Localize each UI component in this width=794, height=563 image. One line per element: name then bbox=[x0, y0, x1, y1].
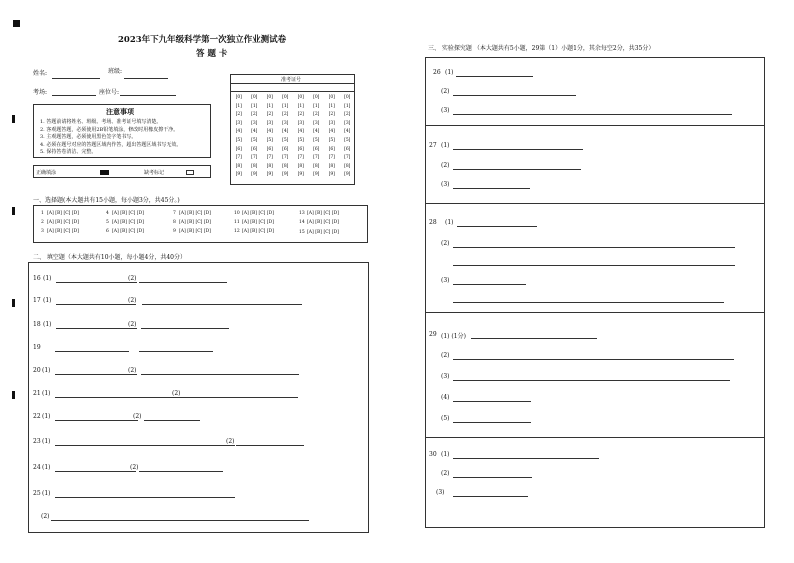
q21-part1-blank[interactable] bbox=[55, 397, 182, 398]
choice-number: 10 bbox=[234, 211, 240, 216]
exam-id-bubble[interactable]: [1] bbox=[297, 103, 304, 109]
q22-part1-blank[interactable] bbox=[55, 420, 138, 421]
exam-id-bubble[interactable]: [2] bbox=[235, 112, 242, 118]
choice-bubbles[interactable]: [A] [B] [C] [D] bbox=[47, 229, 79, 234]
exam-id-bubble[interactable]: [6] bbox=[328, 146, 335, 152]
timing-mark bbox=[12, 207, 15, 215]
exam-id-bubble[interactable]: [9] bbox=[235, 172, 242, 178]
exam-room-label: 考场: bbox=[33, 89, 48, 96]
exam-id-bubble[interactable]: [2] bbox=[251, 112, 258, 118]
q27-part3-label: (3) bbox=[441, 181, 450, 188]
q18-part2-blank[interactable] bbox=[141, 328, 229, 329]
exam-id-bubble[interactable]: [3] bbox=[282, 120, 289, 126]
exam-id-bubble[interactable]: [7] bbox=[313, 155, 320, 161]
q28-part2-blank[interactable] bbox=[453, 247, 735, 248]
choice-bubbles[interactable]: [A] [B] [C] [D] bbox=[179, 211, 211, 216]
q21-number: 21 bbox=[33, 390, 41, 397]
correct-fill-sample bbox=[100, 170, 109, 175]
exam-id-bubble[interactable]: [2] bbox=[344, 112, 351, 118]
q30-part3-label: (3) bbox=[436, 489, 445, 496]
exam-id-bubble[interactable]: [7] bbox=[235, 155, 242, 161]
q28-part2-label: (2) bbox=[441, 240, 450, 247]
q17-part2-label: (2) bbox=[128, 297, 137, 304]
choice-number: 3 bbox=[41, 229, 44, 234]
choice-bubbles[interactable]: [A] [B] [C] [D] bbox=[242, 229, 274, 234]
q17-part1-blank[interactable] bbox=[56, 304, 136, 305]
name-field[interactable] bbox=[52, 78, 100, 79]
q24-part2-label: (2) bbox=[130, 464, 139, 471]
class-field[interactable] bbox=[124, 78, 168, 79]
exam-id-bubble[interactable]: [5] bbox=[328, 137, 335, 143]
exam-id-bubble[interactable]: [5] bbox=[282, 137, 289, 143]
q24-part1-blank[interactable] bbox=[55, 471, 136, 472]
exam-id-bubble[interactable]: [8] bbox=[251, 163, 258, 169]
exam-id-bubble[interactable]: [8] bbox=[344, 163, 351, 169]
exam-id-bubble[interactable]: [3] bbox=[235, 120, 242, 126]
q19-part1-blank[interactable] bbox=[55, 351, 129, 352]
q29-part1-blank[interactable] bbox=[471, 338, 597, 339]
choice-number: 5 bbox=[106, 220, 109, 225]
q16-number: 16 bbox=[33, 275, 41, 282]
exam-id-bubble[interactable]: [4] bbox=[297, 129, 304, 135]
choice-number: 8 bbox=[173, 220, 176, 225]
exam-id-bubble[interactable]: [9] bbox=[297, 172, 304, 178]
q27-part2-blank[interactable] bbox=[453, 169, 581, 170]
q25-part1-label: (1) bbox=[42, 490, 51, 497]
q21-part1-label: (1) bbox=[42, 390, 51, 397]
q27-part3-blank[interactable] bbox=[453, 188, 530, 189]
exam-id-bubble[interactable]: [1] bbox=[251, 103, 258, 109]
q26-part1-blank[interactable] bbox=[456, 76, 533, 77]
q23-number: 23 bbox=[33, 438, 41, 445]
q25-part1-blank[interactable] bbox=[55, 497, 235, 498]
q20-number: 20 bbox=[33, 367, 41, 374]
exam-id-bubble[interactable]: [5] bbox=[266, 137, 273, 143]
q28-part1-blank[interactable] bbox=[457, 226, 537, 227]
exam-id-bubble[interactable]: [4] bbox=[266, 129, 273, 135]
exam-id-bubble[interactable]: [0] bbox=[313, 95, 320, 100]
exam-id-bubble[interactable]: [0] bbox=[344, 95, 351, 100]
exam-id-bubble[interactable]: [1] bbox=[282, 103, 289, 109]
timing-mark bbox=[12, 299, 15, 307]
exam-id-bubble[interactable]: [1] bbox=[344, 103, 351, 109]
exam-id-bubble[interactable]: [3] bbox=[344, 120, 351, 126]
choice-number: 6 bbox=[106, 229, 109, 234]
choice-bubbles[interactable]: [A] [B] [C] [D] bbox=[112, 229, 144, 234]
choice-number: 11 bbox=[234, 220, 240, 225]
q21-part2-label: (2) bbox=[172, 390, 181, 397]
q26-part2-blank[interactable] bbox=[453, 95, 576, 96]
q23-part2-label: (2) bbox=[226, 438, 235, 445]
choice-bubbles[interactable]: [A] [B] [C] [D] bbox=[307, 211, 339, 216]
q25-number: 25 bbox=[33, 490, 41, 497]
exam-id-bubble[interactable]: [6] bbox=[282, 146, 289, 152]
q29-part5-label: (5) bbox=[441, 415, 450, 422]
exam-id-bubble[interactable]: [5] bbox=[344, 137, 351, 143]
choice-bubbles[interactable]: [A] [B] [C] [D] bbox=[242, 211, 274, 216]
q24-part2-blank[interactable] bbox=[139, 471, 223, 472]
q29-part2-blank[interactable] bbox=[453, 359, 734, 360]
notice-item: 1. 答题前请将姓名、班级、考场、准考证号填写清楚。 bbox=[40, 119, 162, 125]
exam-id-bubble[interactable]: [7] bbox=[266, 155, 273, 161]
exam-id-title: 准考证号 bbox=[281, 77, 302, 83]
q29-part4-label: (4) bbox=[441, 394, 450, 401]
exam-id-bubble[interactable]: [0] bbox=[297, 95, 304, 100]
mark-sample-box bbox=[33, 165, 211, 178]
exam-id-bubble[interactable]: [7] bbox=[251, 155, 258, 161]
q29-number: 29 bbox=[429, 331, 437, 338]
exam-id-bubble[interactable]: [5] bbox=[235, 137, 242, 143]
notice-item: 4. 必须在题号对应的答题区域内作答，超出答题区域书写无效。 bbox=[40, 141, 182, 148]
timing-mark-top bbox=[13, 20, 20, 27]
q30-part2-label: (2) bbox=[441, 470, 450, 477]
exam-id-bubble[interactable]: [0] bbox=[235, 95, 242, 100]
q29-part3-blank[interactable] bbox=[453, 380, 730, 381]
exam-id-bubble[interactable]: [4] bbox=[251, 129, 258, 135]
correct-fill-label: 正确填涂 bbox=[36, 170, 57, 176]
exam-id-bubble[interactable]: [7] bbox=[328, 155, 335, 161]
exam-id-bubble[interactable]: [6] bbox=[266, 146, 273, 152]
q29-part3-label: (3) bbox=[441, 373, 450, 380]
exam-id-bubble[interactable]: [9] bbox=[251, 172, 258, 178]
notice-item: 2. 客观题答题，必须使用2B铅笔填涂，修改时用橡皮擦干净。 bbox=[40, 126, 179, 133]
q27-part2-label: (2) bbox=[441, 162, 450, 169]
exam-id-bubble[interactable]: [1] bbox=[313, 103, 320, 109]
timing-mark bbox=[12, 391, 15, 399]
name-label: 姓名: bbox=[33, 70, 48, 77]
section3-title: 三、 实验探究题 （本大题共有5小题，29第（1）小题1分，其余每空2分，共35分） bbox=[428, 45, 655, 52]
exam-id-bubble[interactable]: [6] bbox=[313, 146, 320, 152]
q22-number: 22 bbox=[33, 413, 41, 420]
exam-id-bubbles[interactable] bbox=[231, 94, 355, 180]
q24-number: 24 bbox=[33, 464, 41, 471]
exam-id-bubble[interactable]: [7] bbox=[344, 155, 351, 161]
q18-part2-label: (2) bbox=[128, 321, 137, 328]
exam-id-bubble[interactable]: [0] bbox=[251, 95, 258, 100]
q29-part2-label: (2) bbox=[441, 352, 450, 359]
q27-part1-blank[interactable] bbox=[453, 149, 583, 150]
exam-id-bubble[interactable]: [7] bbox=[282, 155, 289, 161]
exam-id-bubble[interactable]: [3] bbox=[251, 120, 258, 126]
exam-id-bubble[interactable]: [6] bbox=[344, 146, 351, 152]
choice-bubbles[interactable]: [A] [B] [C] [D] bbox=[112, 211, 144, 216]
choice-bubbles[interactable]: [A] [B] [C] [D] bbox=[307, 220, 339, 225]
choice-number: 2 bbox=[41, 220, 44, 225]
section1-title: 一、选择题(本大题共有15小题，每小题3分，共45分。) bbox=[33, 197, 180, 204]
q18-part1-blank[interactable] bbox=[56, 328, 137, 329]
exam-id-bubble[interactable]: [9] bbox=[282, 172, 289, 178]
exam-id-bubble[interactable]: [6] bbox=[297, 146, 304, 152]
q17-number: 17 bbox=[33, 297, 41, 304]
q25-part2-blank[interactable] bbox=[51, 520, 309, 521]
exam-id-bubble[interactable]: [9] bbox=[266, 172, 273, 178]
seat-label: 座位号: bbox=[99, 89, 120, 96]
seat-field[interactable] bbox=[120, 95, 176, 96]
q20-part1-blank[interactable] bbox=[55, 374, 137, 375]
q26-part1-label: (1) bbox=[445, 69, 454, 76]
exam-id-bubble[interactable]: [0] bbox=[266, 95, 273, 100]
exam-id-bubble[interactable]: [4] bbox=[235, 129, 242, 135]
exam-id-bubble[interactable]: [5] bbox=[297, 137, 304, 143]
q17-part2-blank[interactable] bbox=[142, 304, 302, 305]
section2-box bbox=[28, 262, 369, 533]
choice-number: 9 bbox=[173, 229, 176, 234]
q28-part3-blank-line2[interactable] bbox=[453, 302, 724, 303]
exam-id-bubble[interactable]: [3] bbox=[297, 120, 304, 126]
choice-bubbles[interactable]: [A] [B] [C] [D] bbox=[179, 229, 211, 234]
section2-title: 二、 填空题（本大题共有10小题，每小题4分，共40分） bbox=[33, 254, 186, 261]
q26-number: 26 bbox=[433, 69, 441, 76]
q30-number: 30 bbox=[429, 451, 437, 458]
exam-id-bubble[interactable]: [4] bbox=[344, 129, 351, 135]
exam-id-bubble[interactable]: [2] bbox=[282, 112, 289, 118]
q16-part1-label: (1) bbox=[43, 275, 52, 282]
exam-id-bubble[interactable]: [0] bbox=[282, 95, 289, 100]
notice-title: 注意事项 bbox=[106, 107, 134, 116]
notice-box bbox=[33, 104, 211, 158]
q25-part2-label: (2) bbox=[41, 513, 50, 520]
exam-id-box bbox=[230, 74, 355, 185]
q20-part2-label: (2) bbox=[128, 367, 137, 374]
q29-part5-blank[interactable] bbox=[453, 422, 531, 423]
section3-box bbox=[425, 57, 765, 528]
choice-number: 12 bbox=[234, 229, 240, 234]
q28-part1-label: (1) bbox=[445, 219, 454, 226]
q30-part1-blank[interactable] bbox=[453, 458, 599, 459]
missing-mark-box[interactable] bbox=[186, 170, 194, 175]
exam-id-bubble[interactable]: [3] bbox=[328, 120, 335, 126]
q29-part1-label: (1) (1分) bbox=[441, 333, 466, 340]
class-label: 班级: bbox=[108, 68, 123, 75]
choice-number: 4 bbox=[106, 211, 109, 216]
q16-part2-label: (2) bbox=[128, 275, 137, 282]
q24-part1-label: (1) bbox=[42, 464, 51, 471]
q30-part3-blank[interactable] bbox=[453, 496, 528, 497]
exam-id-bubble[interactable]: [4] bbox=[313, 129, 320, 135]
exam-id-bubble[interactable]: [8] bbox=[328, 163, 335, 169]
exam-id-bubble[interactable]: [5] bbox=[251, 137, 258, 143]
exam-id-bubble[interactable]: [4] bbox=[328, 129, 335, 135]
q21-part2-blank[interactable] bbox=[182, 397, 298, 398]
q23-part2-blank[interactable] bbox=[236, 445, 304, 446]
exam-id-bubble[interactable]: [1] bbox=[266, 103, 273, 109]
q22-part1-label: (1) bbox=[42, 413, 51, 420]
q23-part1-label: (1) bbox=[42, 438, 51, 445]
choice-number: 13 bbox=[299, 211, 305, 216]
exam-id-bubble[interactable]: [8] bbox=[282, 163, 289, 169]
q16-part2-blank[interactable] bbox=[139, 282, 227, 283]
exam-id-bubble[interactable]: [9] bbox=[344, 172, 351, 178]
q26-part3-label: (3) bbox=[441, 107, 450, 114]
page-subtitle: 答 题 卡 bbox=[196, 49, 228, 59]
page-title: 2023年下九年级科学第一次独立作业测试卷 bbox=[118, 35, 287, 45]
exam-id-bubble[interactable]: [7] bbox=[297, 155, 304, 161]
choice-number: 1 bbox=[41, 211, 44, 216]
q28-part3-blank[interactable] bbox=[453, 284, 526, 285]
exam-id-bubble[interactable]: [8] bbox=[266, 163, 273, 169]
exam-id-bubble[interactable]: [3] bbox=[266, 120, 273, 126]
q30-part2-blank[interactable] bbox=[453, 477, 532, 478]
notice-item: 5. 保持答卷清洁、完整。 bbox=[40, 149, 97, 156]
q27-part1-label: (1) bbox=[441, 142, 450, 149]
choice-bubbles[interactable]: [A] [B] [C] [D] bbox=[242, 220, 274, 225]
exam-id-bubble[interactable]: [8] bbox=[235, 163, 242, 169]
exam-id-bubble[interactable]: [9] bbox=[313, 172, 320, 178]
q16-part1-blank[interactable] bbox=[56, 282, 137, 283]
exam-id-bubble[interactable]: [2] bbox=[266, 112, 273, 118]
q30-part1-label: (1) bbox=[441, 451, 450, 458]
section1-box bbox=[33, 205, 368, 243]
q20-part2-blank[interactable] bbox=[141, 374, 299, 375]
choice-number: 14 bbox=[299, 220, 305, 225]
exam-id-bubble[interactable]: [9] bbox=[328, 172, 335, 178]
q26-part3-blank[interactable] bbox=[453, 114, 732, 115]
q26-part2-label: (2) bbox=[441, 88, 450, 95]
choice-bubbles[interactable]: [A] [B] [C] [D] bbox=[112, 220, 144, 225]
q20-part1-label: (1) bbox=[42, 367, 51, 374]
exam-id-bubble[interactable]: [0] bbox=[328, 95, 335, 100]
choice-bubbles[interactable]: [A] [B] [C] [D] bbox=[179, 220, 211, 225]
timing-mark bbox=[12, 115, 15, 123]
q19-part2-blank[interactable] bbox=[139, 351, 213, 352]
q22-part2-label: (2) bbox=[133, 413, 142, 420]
q22-part2-blank[interactable] bbox=[144, 420, 200, 421]
exam-id-bubble[interactable]: [3] bbox=[313, 120, 320, 126]
exam-id-bubble[interactable]: [2] bbox=[328, 112, 335, 118]
exam-id-bubble[interactable]: [2] bbox=[297, 112, 304, 118]
exam-id-bubble[interactable]: [4] bbox=[282, 129, 289, 135]
choice-bubbles[interactable]: [A] [B] [C] [D] bbox=[307, 230, 339, 235]
q19-number: 19 bbox=[33, 344, 41, 351]
exam-id-bubble[interactable]: [1] bbox=[235, 103, 242, 109]
choice-number: 15 bbox=[299, 230, 305, 235]
q29-part4-blank[interactable] bbox=[453, 401, 531, 402]
exam-id-bubble[interactable]: [8] bbox=[297, 163, 304, 169]
exam-id-bubble[interactable]: [6] bbox=[251, 146, 258, 152]
exam-room-field[interactable] bbox=[52, 95, 96, 96]
choice-bubbles[interactable]: [A] [B] [C] [D] bbox=[47, 220, 79, 225]
notice-item: 3. 主观题答题，必须使用黑色签字笔书写。 bbox=[40, 134, 137, 141]
q27-number: 27 bbox=[429, 142, 437, 149]
q28-number: 28 bbox=[429, 219, 437, 226]
q18-part1-label: (1) bbox=[43, 321, 52, 328]
q17-part1-label: (1) bbox=[43, 297, 52, 304]
exam-id-bubble[interactable]: [6] bbox=[235, 146, 242, 152]
exam-id-bubble[interactable]: [5] bbox=[313, 137, 320, 143]
exam-id-bubble[interactable]: [2] bbox=[313, 112, 320, 118]
choice-number: 7 bbox=[173, 211, 176, 216]
q28-part3-label: (3) bbox=[441, 277, 450, 284]
q23-part1-blank[interactable] bbox=[55, 445, 235, 446]
exam-id-bubble[interactable]: [1] bbox=[328, 103, 335, 109]
missing-mark-label: 缺考标记 bbox=[144, 170, 165, 176]
q28-part2-blank-line2[interactable] bbox=[453, 265, 735, 266]
choice-bubbles[interactable]: [A] [B] [C] [D] bbox=[47, 211, 79, 216]
exam-id-bubble[interactable]: [8] bbox=[313, 163, 320, 169]
q18-number: 18 bbox=[33, 321, 41, 328]
